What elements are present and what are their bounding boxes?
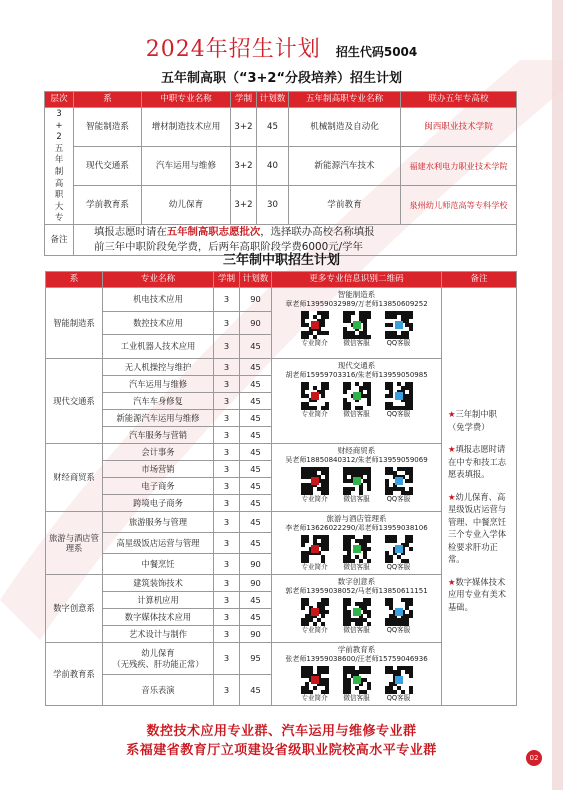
qr-item[interactable]	[343, 535, 371, 572]
college-cell: 闽西职业技术学院	[401, 108, 517, 147]
qr-code-icon[interactable]	[301, 311, 329, 339]
qr-label: 专业简介	[301, 339, 328, 347]
major-cell: 工业机器人技术应用	[103, 335, 214, 359]
length-cell: 3	[214, 626, 240, 643]
footer-line-1: 数控技术应用专业群、汽车运用与维修专业群	[146, 724, 417, 739]
col-header: 系	[46, 272, 103, 288]
major-cell: 汽车运用与维修	[142, 146, 231, 185]
length-cell: 3+2	[231, 108, 257, 147]
col-header: 备注	[442, 272, 517, 288]
qr-dept-title: 智能制造系	[337, 290, 376, 299]
qr-item[interactable]	[343, 666, 371, 703]
qr-info-cell	[272, 643, 442, 706]
length-cell: 3	[214, 312, 240, 335]
quota-cell: 45	[240, 512, 272, 533]
length-cell: 3+2	[231, 146, 257, 185]
major-cell: 市场营销	[103, 461, 214, 478]
qr-label: QQ客服	[386, 563, 411, 571]
qr-contact: 章老师13959032989/万老师13850609252	[285, 300, 428, 308]
col-header: 联办五年专高校	[401, 92, 517, 108]
qr-code-icon[interactable]	[385, 311, 413, 339]
quota-cell: 45	[240, 393, 272, 410]
qr-label: 微信客服	[343, 495, 370, 503]
qr-item[interactable]	[385, 535, 413, 572]
qr-item[interactable]	[385, 382, 413, 419]
length-cell: 3	[214, 495, 240, 512]
quota-cell: 90	[240, 312, 272, 335]
length-cell: 3	[214, 675, 240, 706]
quota-cell: 45	[240, 609, 272, 626]
qr-item[interactable]	[343, 311, 371, 348]
qr-contact: 胡老师15959703316/朱老师13959050985	[285, 371, 428, 379]
star-icon: ★	[448, 576, 456, 587]
page-number: 02	[526, 750, 542, 766]
quota-cell: 90	[240, 626, 272, 643]
qr-label: 微信客服	[343, 563, 370, 571]
qr-label: 专业简介	[301, 694, 328, 702]
qr-code-icon[interactable]	[343, 598, 371, 626]
qr-code-icon[interactable]	[301, 598, 329, 626]
major-cell: 无人机操控与维护	[103, 359, 214, 376]
major-cell: 数控技术应用	[103, 312, 214, 335]
dept-cell: 数字创意系	[46, 575, 103, 643]
quota-cell: 40	[257, 146, 289, 185]
qr-code-row	[275, 382, 438, 419]
col-header: 中职专业名称	[142, 92, 231, 108]
table-row	[45, 108, 517, 147]
quota-cell: 45	[240, 427, 272, 444]
quota-cell: 45	[240, 533, 272, 554]
table-row	[45, 146, 517, 185]
major-cell: 汽车运用与维修	[103, 376, 214, 393]
qr-code-icon[interactable]	[385, 666, 413, 694]
length-cell: 3	[214, 335, 240, 359]
quota-cell: 30	[257, 185, 289, 224]
col-header: 五年制高职专业名称	[289, 92, 401, 108]
qr-label: QQ客服	[386, 339, 411, 347]
qr-item[interactable]	[301, 467, 329, 504]
major-cell: 会计事务	[103, 444, 214, 461]
major-cell: 计算机应用	[103, 592, 214, 609]
note-label: 备注	[45, 224, 74, 255]
dept-cell: 学前教育系	[46, 643, 103, 706]
length-cell: 3+2	[231, 185, 257, 224]
qr-label: QQ客服	[386, 626, 411, 634]
qr-item[interactable]	[301, 666, 329, 703]
qr-code-row	[275, 535, 438, 572]
dept-cell: 智能制造系	[46, 288, 103, 359]
quota-cell: 90	[240, 575, 272, 592]
qr-item[interactable]	[385, 666, 413, 703]
quota-cell: 45	[240, 495, 272, 512]
star-icon: ★	[448, 491, 456, 502]
qr-info-cell	[272, 359, 442, 444]
length-cell: 3	[214, 427, 240, 444]
enrollment-code: 招生代码5004	[335, 45, 418, 59]
qr-code-icon[interactable]	[301, 467, 329, 495]
quota-cell: 45	[240, 461, 272, 478]
remark-item: ★幼儿保育、高星级饭店运营与管理、中餐烹饪三个专业入学体检要求肝功正常。	[448, 491, 507, 564]
dept-cell: 学前教育系	[74, 185, 142, 224]
qr-info-cell	[272, 444, 442, 512]
col-header: 学制	[214, 272, 240, 288]
qr-code-row	[275, 598, 438, 635]
length-cell: 3	[214, 376, 240, 393]
qr-contact: 李老师13626022290/邓老师13959038106	[285, 524, 428, 532]
length-cell: 3	[214, 410, 240, 427]
col-header: 更多专业信息识别二维码	[272, 272, 442, 288]
quota-cell: 45	[257, 108, 289, 147]
qr-label: QQ客服	[386, 410, 411, 418]
page-header	[0, 32, 563, 63]
qr-code-icon[interactable]	[343, 311, 371, 339]
major-cell: 新能源汽车运用与维修	[103, 410, 214, 427]
major-cell: 高星级饭店运营与管理	[103, 533, 214, 554]
qr-code-row	[275, 311, 438, 348]
length-cell: 3	[214, 554, 240, 575]
length-cell: 3	[214, 288, 240, 312]
quota-cell: 90	[240, 554, 272, 575]
qr-code-icon[interactable]	[343, 535, 371, 563]
qr-label: QQ客服	[386, 694, 411, 702]
dept-cell: 财经商贸系	[46, 444, 103, 512]
length-cell: 3	[214, 478, 240, 495]
five-year-plan-table	[44, 91, 517, 256]
quota-cell: 45	[240, 410, 272, 427]
major-cell: 汽车服务与营销	[103, 427, 214, 444]
three-year-plan-table	[45, 271, 517, 706]
quota-cell: 95	[240, 643, 272, 675]
footer-line-2: 系福建省教育厅立项建设省级职业院校高水平专业群	[126, 743, 437, 758]
qr-item[interactable]	[385, 598, 413, 635]
col-header: 层次	[45, 92, 74, 108]
table-row	[46, 288, 517, 312]
qr-dept-title: 旅游与酒店管理系	[326, 514, 387, 523]
major-cell: 幼儿保育	[142, 185, 231, 224]
college-cell: 福建水利电力职业技术学院	[401, 146, 517, 185]
quota-cell: 45	[240, 359, 272, 376]
remark-item: ★三年制中职（免学费）	[448, 409, 497, 432]
qr-label: 专业简介	[301, 495, 328, 503]
quota-cell: 45	[240, 478, 272, 495]
note-highlight: 五年制高职志愿批次	[166, 225, 261, 238]
length-cell: 3	[214, 461, 240, 478]
qr-code-icon[interactable]	[385, 382, 413, 410]
qr-code-icon[interactable]	[385, 535, 413, 563]
col-header: 专业名称	[103, 272, 214, 288]
major-cell: 建筑装饰技术	[103, 575, 214, 592]
col-header: 学制	[231, 92, 257, 108]
dept-cell: 旅游与酒店管理系	[46, 512, 103, 575]
remark-item: ★数字媒体技术应用专业有美术基础。	[448, 576, 507, 612]
page-title: 2024年招生计划	[145, 37, 321, 62]
quota-cell: 45	[240, 592, 272, 609]
qr-contact: 吴老师18850840312/朱老师13959059069	[285, 456, 428, 464]
qr-label: 微信客服	[343, 694, 370, 702]
qr-dept-title: 财经商贸系	[337, 446, 376, 455]
qr-dept-title: 数字创意系	[337, 577, 376, 586]
quota-cell: 45	[240, 376, 272, 393]
qr-item[interactable]	[301, 382, 329, 419]
qr-contact: 张老师13959038600/汪老师15759046936	[285, 655, 428, 663]
star-icon: ★	[448, 444, 456, 454]
higher-major-cell: 学前教育	[289, 185, 401, 224]
qr-item[interactable]	[343, 467, 371, 504]
length-cell: 3	[214, 575, 240, 592]
qr-dept-title: 现代交通系	[337, 361, 376, 370]
major-cell: 跨境电子商务	[103, 495, 214, 512]
major-cell: 数字媒体技术应用	[103, 609, 214, 626]
level-cell: 3 + 2 五 年 制 高 职 大 专	[45, 108, 74, 225]
remarks-cell	[442, 288, 517, 706]
qr-label: 微信客服	[343, 626, 370, 634]
qr-info-cell	[272, 575, 442, 643]
qr-code-icon[interactable]	[343, 666, 371, 694]
length-cell: 3	[214, 512, 240, 533]
qr-item[interactable]	[385, 467, 413, 504]
three-year-section-title: 三年制中职招生计划	[222, 253, 340, 268]
higher-major-cell: 新能源汽车技术	[289, 146, 401, 185]
qr-label: 专业简介	[301, 563, 328, 571]
qr-code-icon[interactable]	[301, 382, 329, 410]
length-cell: 3	[214, 643, 240, 675]
qr-code-icon[interactable]	[343, 382, 371, 410]
col-header: 系	[74, 92, 142, 108]
qr-code-row	[275, 467, 438, 504]
qr-code-row	[275, 666, 438, 703]
qr-code-icon[interactable]	[301, 535, 329, 563]
qr-item[interactable]	[301, 535, 329, 572]
qr-item[interactable]	[385, 311, 413, 348]
length-cell: 3	[214, 393, 240, 410]
star-icon: ★	[448, 409, 456, 419]
dept-cell: 现代交通系	[74, 146, 142, 185]
col-header: 计划数	[240, 272, 272, 288]
length-cell: 3	[214, 359, 240, 376]
major-cell: 电子商务	[103, 478, 214, 495]
remark-item: ★填报志愿时请在中专和技工志愿表填报。	[448, 444, 507, 479]
qr-item[interactable]	[301, 311, 329, 348]
length-cell: 3	[214, 533, 240, 554]
col-header: 计划数	[257, 92, 289, 108]
major-cell: 幼儿保育 （无残疾、肝功能正常）	[103, 643, 214, 675]
major-cell: 汽车车身修复	[103, 393, 214, 410]
quota-cell: 45	[240, 335, 272, 359]
higher-major-cell: 机械制造及自动化	[289, 108, 401, 147]
college-cell: 泉州幼儿师范高等专科学校	[401, 185, 517, 224]
qr-item[interactable]	[301, 598, 329, 635]
remarks-list	[448, 408, 510, 623]
length-cell: 3	[214, 592, 240, 609]
three-year-header-row	[46, 272, 517, 288]
qr-info-cell	[272, 512, 442, 575]
major-cell: 机电技术应用	[103, 288, 214, 312]
qr-contact: 郭老师13959038052/马老师13850611151	[285, 587, 428, 595]
note-text: 填报志愿时请在五年制高职志愿批次，选择联办高校名称填报 前三年中职阶段免学费，后两年高职阶段学费6000元/学年	[74, 224, 517, 255]
five-year-header-row	[45, 92, 517, 108]
qr-info-cell	[272, 288, 442, 359]
qr-code-icon[interactable]	[301, 666, 329, 694]
qr-item[interactable]	[343, 382, 371, 419]
quota-cell: 45	[240, 675, 272, 706]
qr-label: 微信客服	[343, 339, 370, 347]
qr-item[interactable]	[343, 598, 371, 635]
quota-cell: 90	[240, 288, 272, 312]
five-year-section-title: 五年制高职（“3+2“分段培养）招生计划	[160, 71, 403, 86]
qr-code-icon[interactable]	[385, 598, 413, 626]
qr-label: QQ客服	[386, 495, 411, 503]
major-cell: 艺术设计与制作	[103, 626, 214, 643]
quota-cell: 45	[240, 444, 272, 461]
major-cell: 音乐表演	[103, 675, 214, 706]
major-cell: 增材制造技术应用	[142, 108, 231, 147]
qr-label: 微信客服	[343, 410, 370, 418]
table-row	[45, 185, 517, 224]
dept-cell: 现代交通系	[46, 359, 103, 444]
qr-dept-title: 学前教育系	[337, 645, 376, 654]
qr-code-icon[interactable]	[385, 467, 413, 495]
qr-code-icon[interactable]	[343, 467, 371, 495]
major-cell: 旅游服务与管理	[103, 512, 214, 533]
dept-cell: 智能制造系	[74, 108, 142, 147]
qr-label: 专业简介	[301, 410, 328, 418]
length-cell: 3	[214, 609, 240, 626]
length-cell: 3	[214, 444, 240, 461]
major-cell: 中餐烹饪	[103, 554, 214, 575]
qr-label: 专业简介	[301, 626, 328, 634]
